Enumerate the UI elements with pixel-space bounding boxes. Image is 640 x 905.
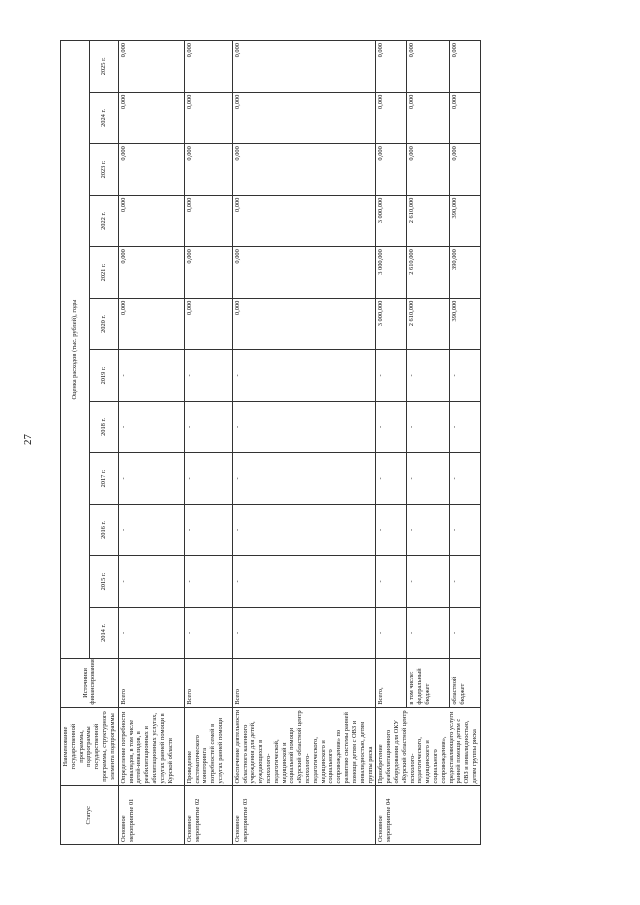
cell-value: - [232, 607, 376, 659]
cell-value: 2 610,000 [407, 247, 450, 299]
cell-value: 0,000 [184, 92, 232, 144]
page-number: 27 [22, 434, 34, 445]
header-year: 2017 г. [89, 453, 118, 505]
header-year: 2018 г. [89, 401, 118, 453]
cell-value: - [376, 607, 407, 659]
cell-value: - [118, 556, 184, 608]
cell-value: 0,000 [118, 298, 184, 350]
cell-value: - [407, 607, 450, 659]
cell-value: 0,000 [232, 247, 376, 299]
cell-source: Всего [118, 659, 184, 707]
cell-value: - [376, 453, 407, 505]
header-estimate: Оценка расходов (тыс. рублей), годы [61, 41, 90, 659]
cell-source: Всего [184, 659, 232, 707]
header-year: 2019 г. [89, 350, 118, 402]
cell-value: 0,000 [450, 144, 481, 196]
rotated-table-container [60, 40, 580, 845]
cell-value: 0,000 [184, 41, 232, 93]
header-year: 2020 г. [89, 298, 118, 350]
cell-value: 2 610,000 [407, 195, 450, 247]
cell-name: Обеспечение деятельности областного казенного учреждения для детей, нуждающихся в психолого-педагогической, медицинской и социальной помощи «Курский областной центр психолого-педагогического, медицинского и социального сопровождения» по развитию системы ранней помощи детям с ОВЗ и инвалидностью, детям группы риска [232, 707, 376, 786]
cell-value: - [184, 607, 232, 659]
cell-status: Основное мероприятие 03 [232, 786, 376, 845]
cell-value: 0,000 [407, 92, 450, 144]
cell-value: - [232, 556, 376, 608]
cell-value: - [376, 401, 407, 453]
cell-value: - [118, 453, 184, 505]
cell-value: - [450, 453, 481, 505]
cell-value: 0,000 [450, 41, 481, 93]
header-status: Статус [61, 786, 119, 845]
cell-name: Проведение систематического мониторинга потребностей семей в услугах ранней помощи [184, 707, 232, 786]
cell-status: Основное мероприятие 01 [118, 786, 184, 845]
cell-status: Основное мероприятие 02 [184, 786, 232, 845]
cell-value: 0,000 [232, 41, 376, 93]
expenditure-table [60, 40, 481, 845]
header-year: 2015 г. [89, 556, 118, 608]
cell-name: Приобретение реабилитационного оборудования для ОКУ «Курский областной центр психолого-педагогического, медицинского и социального сопровождения», предоставляющего услуги ранней помощи детям с ОВЗ и инвалидностью, детям группы риска [376, 707, 481, 786]
cell-value: 3 000,000 [376, 247, 407, 299]
cell-value: 2 610,000 [407, 298, 450, 350]
cell-value: 0,000 [118, 144, 184, 196]
cell-value: 0,000 [118, 195, 184, 247]
cell-value: 0,000 [407, 144, 450, 196]
cell-value: - [450, 401, 481, 453]
cell-value: - [118, 401, 184, 453]
cell-value: - [232, 350, 376, 402]
cell-value: 0,000 [118, 247, 184, 299]
cell-status: Основное мероприятие 04 [376, 786, 481, 845]
header-source: Источники финансирования [61, 659, 119, 707]
cell-value: 0,000 [118, 92, 184, 144]
cell-value: 0,000 [376, 41, 407, 93]
cell-value: - [376, 556, 407, 608]
cell-value: 0,000 [232, 144, 376, 196]
header-year: 2021 г. [89, 247, 118, 299]
cell-value: 0,000 [184, 247, 232, 299]
header-year: 2023 г. [89, 144, 118, 196]
cell-value: 0,000 [184, 298, 232, 350]
header-year: 2014 г. [89, 607, 118, 659]
table-row [118, 41, 184, 845]
cell-value: - [407, 504, 450, 556]
cell-value: - [184, 504, 232, 556]
cell-name: Определение потребности инвалидов, в том числе детей-инвалидов, в реабилитационных и абилитационных услугах, услугах ранней помощи в Курской области [118, 707, 184, 786]
cell-value: 0,000 [118, 41, 184, 93]
cell-value: 3 000,000 [376, 298, 407, 350]
cell-value: - [184, 350, 232, 402]
cell-value: - [232, 401, 376, 453]
cell-value: - [184, 401, 232, 453]
cell-source: областной бюджет [450, 659, 481, 707]
cell-value: 0,000 [184, 195, 232, 247]
cell-value: - [118, 350, 184, 402]
cell-value: - [407, 350, 450, 402]
cell-value: - [450, 556, 481, 608]
cell-value: 0,000 [376, 92, 407, 144]
cell-value: 390,000 [450, 195, 481, 247]
cell-source: Всего, [376, 659, 407, 707]
cell-value: - [232, 453, 376, 505]
header-year: 2025 г. [89, 41, 118, 93]
cell-value: 3 000,000 [376, 195, 407, 247]
cell-value: - [407, 453, 450, 505]
cell-value: 390,000 [450, 298, 481, 350]
header-name: Наименование государственной программы, подпрограммы государственной программы, структурного элемента подпрограммы [61, 707, 119, 786]
cell-value: - [376, 504, 407, 556]
cell-value: - [118, 607, 184, 659]
cell-value: - [232, 504, 376, 556]
cell-value: 0,000 [184, 144, 232, 196]
cell-value: - [376, 350, 407, 402]
cell-value: - [184, 453, 232, 505]
cell-value: - [450, 504, 481, 556]
table-row [376, 41, 407, 845]
header-year: 2024 г. [89, 92, 118, 144]
cell-value: 0,000 [232, 92, 376, 144]
cell-value: 0,000 [232, 195, 376, 247]
cell-value: 390,000 [450, 247, 481, 299]
header-year: 2022 г. [89, 195, 118, 247]
cell-value: - [450, 607, 481, 659]
cell-value: 0,000 [232, 298, 376, 350]
cell-value: - [407, 401, 450, 453]
cell-value: - [184, 556, 232, 608]
cell-value: - [118, 504, 184, 556]
cell-value: 0,000 [376, 144, 407, 196]
cell-value: - [407, 556, 450, 608]
table-row [184, 41, 232, 845]
cell-value: 0,000 [450, 92, 481, 144]
table-row [232, 41, 376, 845]
cell-source: Всего [232, 659, 376, 707]
cell-value: 0,000 [407, 41, 450, 93]
table-body [118, 41, 480, 845]
cell-value: - [450, 350, 481, 402]
header-year: 2016 г. [89, 504, 118, 556]
cell-source: в том числе: федеральный бюджет [407, 659, 450, 707]
